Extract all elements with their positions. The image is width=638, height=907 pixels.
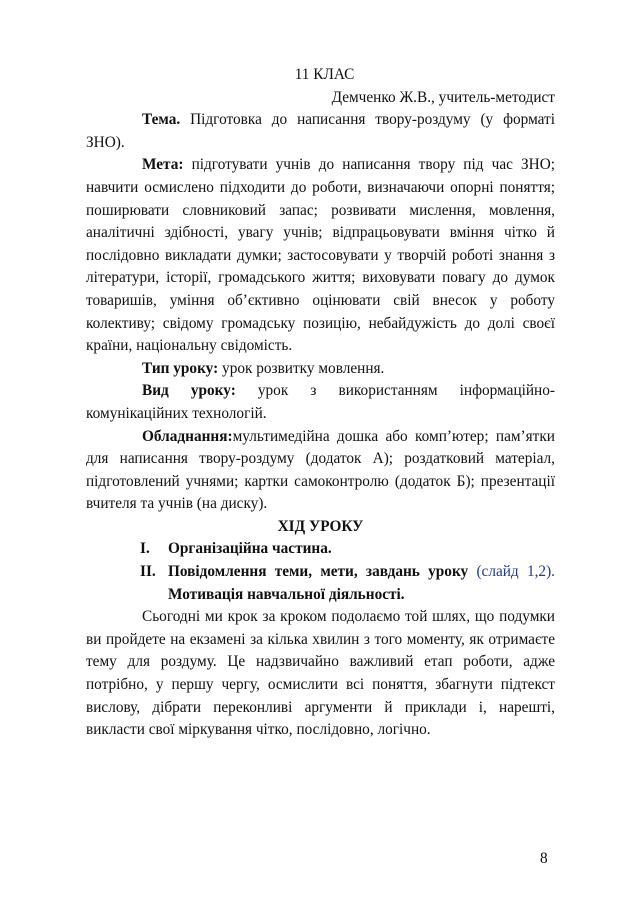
tema-text: Підготовка до написання твору-роздуму (у форматі ЗНО). [86,111,555,151]
page-number: 8 [540,850,548,867]
section-title: ХІД УРОКУ [277,517,364,535]
vyd-paragraph [86,380,555,425]
obladnannia-text: мультимедійна дошка або комп’ютер; пам’ятки для написання твору-роздуму (додаток А); роздатковий матеріал, підготовлений учнями; картки самоконтролю (додаток Б); презентації вчителя та учнів (на диску). [86,427,555,513]
obladnannia-label: Обладнання: [142,427,233,445]
vyd-label: Вид уроку: [142,382,236,400]
typ-paragraph [86,358,555,381]
typ-label: Тип уроку: [142,359,219,377]
slide-reference: (слайд 1,2). [476,563,555,581]
meta-paragraph [86,154,555,357]
typ-text: урок розвитку мовлення. [218,359,385,377]
meta-text: підготувати учнів до написання твору під час ЗНО; навчити осмислено підходити до роботи, визначаючи опорні поняття; поширювати словниковий запас; розвивати мислення, мовлення, аналітичні здібності, увагу учнів; відпрацьовувати вміння чітко й послідовно викладати думки; застосовувати у творчій роботі знання з літератури, історії, громадського життя; виховувати повагу до думок товаришів, уміння об’єктивно оцінювати свій внесок у роботу колективу; свідому громадську позицію, небайдужість до долі своєї країни, національну свідомість. [86,156,555,355]
list-item [86,561,555,606]
step-number: II. [140,563,156,581]
step-number: I. [140,540,150,558]
obladnannia-paragraph [86,426,555,516]
body-paragraph: Сьогодні ми крок за кроком подолаємо той шлях, що подумки ви пройдете на екзамені за кілька хвилин з того моменту, як отримаєте тему для роздуму. Це надзвичайно важливий етап роботи, адже потрібно, у першу чергу, осмислити всі поняття, збагнути підтекст вислову, дібрати переконливі аргументи й приклади і, нарешті, викласти свої міркування чітко, послідовно, логічно. [86,608,555,739]
lesson-steps [86,538,555,606]
meta-label: Мета: [142,156,184,174]
tema-paragraph [86,109,555,154]
author-line: Демченко Ж.В., учитель-методист [331,88,555,106]
step-extra-text: Мотивація навчальної діяльності. [168,585,405,603]
list-item [86,538,555,561]
page-content [86,64,555,742]
tema-label: Тема. [142,111,181,129]
step-text: Повідомлення теми, мети, завдань уроку [168,563,469,581]
step-text: Організаційна частина. [168,540,332,558]
class-title: 11 КЛАС [294,66,355,83]
vyd-text: урок з використанням інформаційно-комунікаційних технологій. [86,382,555,422]
